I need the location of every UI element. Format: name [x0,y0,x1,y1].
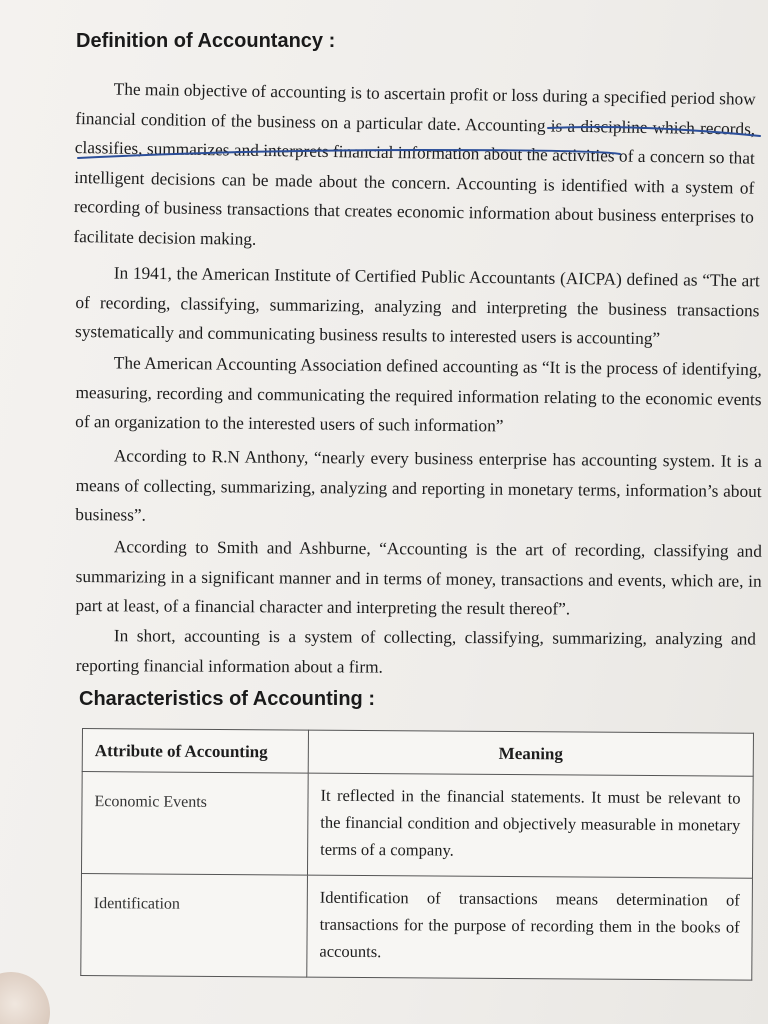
paragraph-anthony: According to R.N Anthony, “nearly every business enterprise has accounting system. It is a means of collecting, summarizing, analyzing and reporting in monetary terms, information’s about business”. [75,446,762,525]
meaning-cell: Identification of transactions means determination of transactions for the purpose of recording them in the books of accounts. [307,875,753,980]
definition-heading: Definition of Accountancy : [76,30,336,52]
column-header-attribute: Attribute of Accounting [82,729,308,774]
table-row [81,873,753,980]
paragraph-objective: The main objective of accounting is to ascertain profit or loss during a specified period show financial condition of the business on a particular date. Accounting is a discipline which records, classifies, summarizes and interprets financial information about the activities of a concern so that intelligent decisions can be made about the concern. Accounting is identified with a system of recording of business transactions that creates economic information about business enterprises to facilitate decision making. [73,79,756,249]
table-header-row [82,729,753,777]
attribute-cell: Economic Events [81,772,308,876]
characteristics-heading: Characteristics of Accounting : [79,688,375,710]
paragraph-summary: In short, accounting is a system of collecting, classifying, summarizing, analyzing and reporting financial information about a firm. [75,626,756,677]
paragraph-smith-ashburne: According to Smith and Ashburne, “Accounting is the art of recording, classifying and summarizing in a significant manner and in terms of money, transactions and events, which are, in part at least, of a financial character and interpreting the result thereof”. [75,537,762,619]
characteristics-table [80,728,754,981]
paragraph-aicpa: In 1941, the American Institute of Certified Public Accountants (AICPA) defined as “The art of recording, classifying, summarizing, analyzing and interpreting the business transactions systematically and communicating business results to interested users is accounting” [74,263,760,349]
column-header-meaning: Meaning [308,730,753,776]
meaning-cell: It reflected in the financial statements. It must be relevant to the financial condition and objectively measurable in monetary terms of a company. [307,773,753,878]
thumb-shadow [0,972,50,1024]
attribute-cell: Identification [81,873,308,977]
table-row [81,772,753,879]
paragraph-aaa: The American Accounting Association defined accounting as “It is the process of identifying, measuring, recording and communicating the required information relating to the economic events of an organization to the interested users of such information” [75,353,762,436]
